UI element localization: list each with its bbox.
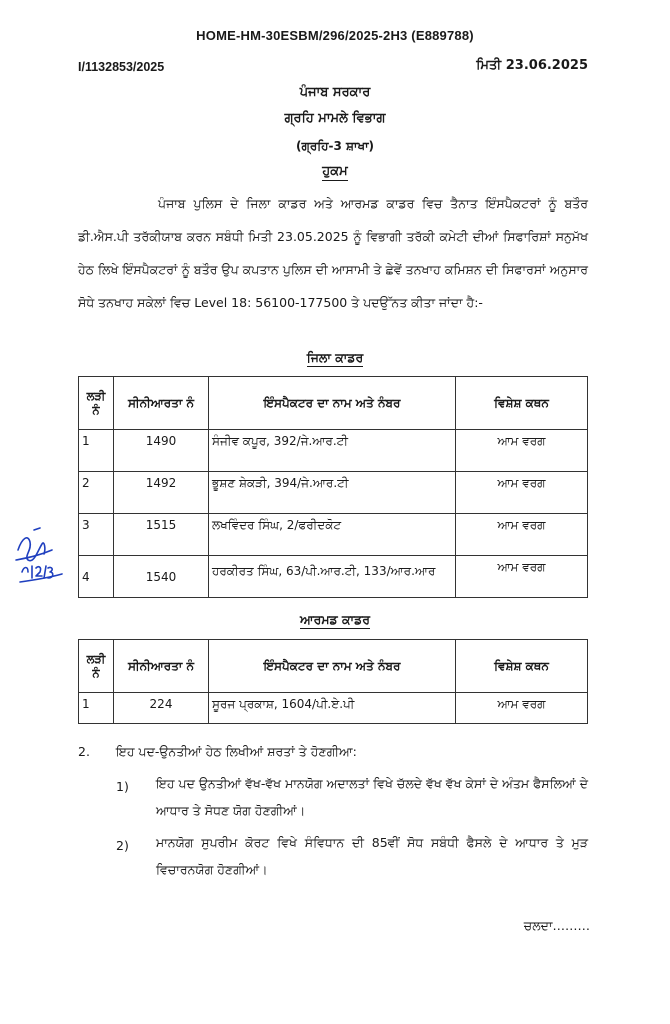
- cell-seniority: 1492: [114, 472, 209, 514]
- order-number: I/1132853/2025: [78, 60, 165, 74]
- district-cadre-title: ਜਿਲਾ ਕਾਡਰ: [306, 350, 364, 365]
- continued-label: ਚਲਦਾ………: [523, 918, 590, 933]
- table-row: [79, 472, 588, 514]
- condition-item-number: 2): [116, 838, 129, 853]
- header-seniority: ਸੀਨੀਆਰਤਾ ਨੰ: [114, 640, 209, 693]
- cell-name: ਸੰਜੀਵ ਕਪੂਰ, 392/ਜੇ.ਆਰ.ਟੀ: [209, 430, 456, 472]
- header-remarks: ਵਿਸ਼ੇਸ਼ ਕਥਨ: [456, 640, 588, 693]
- header-serial: ਲੜੀ ਨੰ: [79, 377, 114, 430]
- cell-seniority: 1490: [114, 430, 209, 472]
- cell-seniority: 1540: [114, 556, 209, 598]
- cell-remarks: ਆਮ ਵਰਗ: [456, 430, 588, 472]
- cell-serial: 4: [79, 556, 114, 598]
- cell-name: ਭੂਸ਼ਣ ਸ਼ੇਕੜੀ, 394/ਜੇ.ਆਰ.ਟੀ: [209, 472, 456, 514]
- table-row: [79, 693, 588, 724]
- cell-remarks: ਆਮ ਵਰਗ: [456, 472, 588, 514]
- conditions-intro: ਇਹ ਪਦ-ਉਨਤੀਆਂ ਹੇਠ ਲਿਖੀਆਂ ਸ਼ਰਤਾਂ ਤੇ ਹੋਣਗੀਆ:: [116, 744, 357, 759]
- table-row: [79, 556, 588, 598]
- government-title: ਪੰਜਾਬ ਸਰਕਾਰ: [299, 85, 371, 100]
- branch-title: (ਗ੍ਰਹਿ-3 ਸ਼ਾਖਾ): [296, 139, 374, 153]
- condition-item-number: 1): [116, 779, 129, 794]
- header-serial: ਲੜੀ ਨੰ: [79, 640, 114, 693]
- cell-seniority: 224: [114, 693, 209, 724]
- cell-serial: 1: [79, 430, 114, 472]
- condition-item-text: ਇਹ ਪਦ ਉਨਤੀਆਂ ਵੱਖ-ਵੱਖ ਮਾਨਯੋਗ ਅਦਾਲਤਾਂ ਵਿਖੇ ਚੱਲਦੇ ਵੱਖ ਵੱਖ ਕੇਸਾਂ ਦੇ ਅੰਤਮ ਫੈਸਲਿਆਂ ਦੇ ਆਧਾਰ ਤੇ ਸੋਧਣ ਯੋਗ ਹੋਣਗੀਆਂ।: [156, 776, 588, 818]
- armed-cadre-title: ਆਰਮਡ ਕਾਡਰ: [299, 612, 371, 627]
- condition-number: 2.: [78, 744, 90, 759]
- cell-name: ਸੂਰਜ ਪ੍ਰਕਾਸ਼, 1604/ਪੀ.ਏ.ਪੀ: [209, 693, 456, 724]
- department-title: ਗ੍ਰਹਿ ਮਾਮਲੇ ਵਿਭਾਗ: [284, 111, 386, 126]
- header-remarks: ਵਿਸ਼ੇਸ਼ ਕਥਨ: [456, 377, 588, 430]
- order-date: ਮਿਤੀ 23.06.2025: [476, 58, 588, 73]
- header-inspector: ਇੰਸਪੈਕਟਰ ਦਾ ਨਾਮ ਅਤੇ ਨੰਬਰ: [209, 640, 456, 693]
- cell-remarks: ਆਮ ਵਰਗ: [456, 556, 588, 598]
- cell-serial: 3: [79, 514, 114, 556]
- header-inspector: ਇੰਸਪੈਕਟਰ ਦਾ ਨਾਮ ਅਤੇ ਨੰਬਰ: [209, 377, 456, 430]
- table-row: [79, 514, 588, 556]
- condition-item-text: ਮਾਨਯੋਗ ਸੁਪਰੀਮ ਕੋਰਟ ਵਿਖੇ ਸੰਵਿਧਾਨ ਦੀ 85ਵੀਂ ਸੋਧ ਸਬੰਧੀ ਫੈਸਲੇ ਦੇ ਆਧਾਰ ਤੇ ਮੁੜ ਵਿਚਾਰਨਯੋਗ ਹੋਣਗੀਆਂ।: [156, 835, 588, 877]
- order-heading: ਹੁਕਮ: [322, 164, 348, 179]
- cell-serial: 1: [79, 693, 114, 724]
- district-cadre-table: [78, 376, 588, 598]
- table-row: [79, 430, 588, 472]
- cell-name: ਹਰਕੀਰਤ ਸਿੰਘ, 63/ਪੀ.ਆਰ.ਟੀ, 133/ਆਰ.ਆਰ: [209, 556, 456, 598]
- body-paragraph: ਪੰਜਾਬ ਪੁਲਿਸ ਦੇ ਜਿਲਾ ਕਾਡਰ ਅਤੇ ਆਰਮਡ ਕਾਡਰ ਵਿਚ ਤੈਨਾਤ ਇੰਸਪੈਕਟਰਾਂ ਨੂੰ ਬਤੌਰ ਡੀ.ਐਸ.ਪੀ ਤਰੱਕੀਯਾਬ ਕਰਨ ਸਬੰਧੀ ਮਿਤੀ 23.05.2025 ਨੂੰ ਵਿਭਾਗੀ ਤਰੱਕੀ ਕਮੇਟੀ ਦੀਆਂ ਸਿਫਾਰਿਸ਼ਾਂ ਸਨੁਮੱਖ ਹੇਠ ਲਿਖੇ ਇੰਸਪੈਕਟਰਾਂ ਨੂੰ ਬਤੌਰ ਉਪ ਕਪਤਾਨ ਪੁਲਿਸ ਦੀ ਆਸਾਮੀ ਤੇ ਛੇਵੇਂ ਤਨਖਾਹ ਕਮਿਸ਼ਨ ਦੀ ਸਿਫਾਰਸਾਂ ਅਨੁਸਾਰ ਸੋਧੇ ਤਨਖਾਹ ਸਕੇਲਾਂ ਵਿਚ Level 18: 56100-177500 ਤੇ ਪਦਉੱਨਤ ਕੀਤਾ ਜਾਂਦਾ ਹੈ:-: [78, 196, 588, 310]
- cell-name: ਲਖਵਿੰਦਰ ਸਿੰਘ, 2/ਫਰੀਦਕੋਟ: [209, 514, 456, 556]
- cell-seniority: 1515: [114, 514, 209, 556]
- file-reference: HOME-HM-30ESBM/296/2025-2H3 (E889788): [196, 28, 474, 43]
- header-seniority: ਸੀਨੀਆਰਤਾ ਨੰ: [114, 377, 209, 430]
- cell-remarks: ਆਮ ਵਰਗ: [456, 514, 588, 556]
- cell-remarks: ਆਮ ਵਰਗ: [456, 693, 588, 724]
- table-header-row: [79, 640, 588, 693]
- handwritten-initials-icon: [8, 520, 72, 590]
- table-header-row: [79, 377, 588, 430]
- armed-cadre-table: [78, 639, 588, 724]
- cell-serial: 2: [79, 472, 114, 514]
